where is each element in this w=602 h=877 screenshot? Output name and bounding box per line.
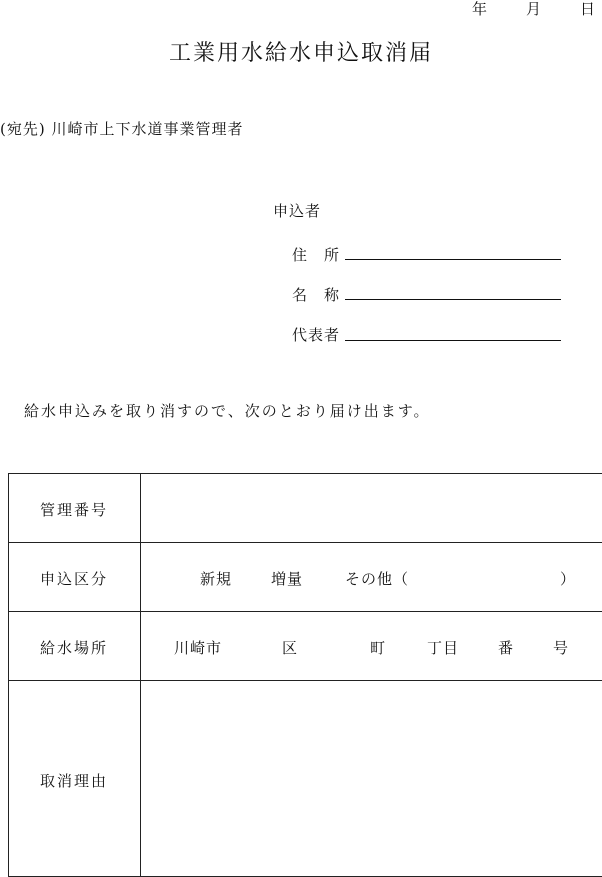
representative-field-line[interactable]: [345, 340, 561, 341]
table-row-divider: [8, 611, 602, 612]
table-border-left: [8, 473, 9, 877]
table-row-divider: [8, 542, 602, 543]
address-label: 住 所: [292, 246, 341, 264]
representative-label: 代表者: [292, 326, 341, 344]
row-label-cancel-reason: 取消理由: [39, 772, 108, 790]
applicant-label: 申込者: [273, 202, 322, 220]
management-number-cell[interactable]: [141, 474, 602, 542]
location-ward: 区: [282, 639, 299, 657]
location-chome: 丁目: [427, 639, 460, 657]
addressee: (宛先) 川崎市上下水道事業管理者: [0, 120, 244, 138]
location-town: 町: [370, 639, 387, 657]
option-new[interactable]: 新規: [200, 570, 233, 588]
cancel-reason-cell[interactable]: [141, 681, 602, 876]
row-label-application-type: 申込区分: [39, 570, 108, 588]
date-line: [0, 0, 602, 20]
statement-text: 給水申込みを取り消すので、次のとおり届け出ます。: [24, 402, 431, 420]
row-label-management-number: 管理番号: [39, 501, 108, 519]
location-ban: 番: [498, 639, 515, 657]
date-year: 年: [472, 0, 488, 18]
option-increase[interactable]: 増量: [271, 570, 304, 588]
date-month: 月: [526, 0, 542, 18]
location-city: 川崎市: [174, 639, 223, 657]
document-title: 工業用水給水申込取消届: [168, 41, 433, 66]
location-go: 号: [553, 639, 570, 657]
address-field-line[interactable]: [345, 259, 561, 260]
name-field-line[interactable]: [345, 299, 561, 300]
option-other[interactable]: その他（: [345, 570, 410, 588]
option-other-close-paren: ）: [560, 570, 577, 588]
row-label-supply-location: 給水場所: [39, 639, 108, 657]
date-day: 日: [580, 0, 596, 18]
name-label: 名 称: [292, 286, 341, 304]
